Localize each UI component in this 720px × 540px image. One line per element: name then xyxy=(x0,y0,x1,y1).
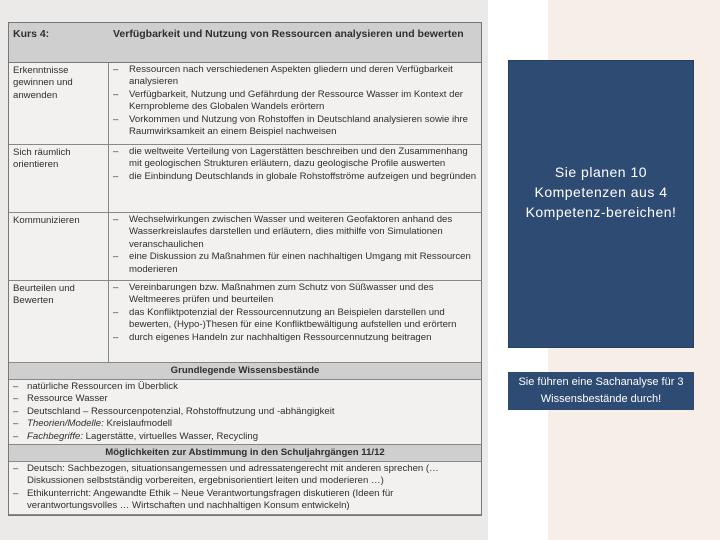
list-item xyxy=(13,406,477,418)
competence-label: Sich räumlich orientieren xyxy=(9,145,109,212)
item-text: Ethikunterricht: Angewandte Ethik – Neue Verantwortungsfragen diskutieren (Ideen für verantwortungsvolles … Wirtschaften und nachhaltigen Konsum entwickeln) xyxy=(27,487,394,512)
list-item xyxy=(113,307,477,332)
bullet-dash: – xyxy=(113,306,119,318)
list-item xyxy=(113,146,477,171)
list-item xyxy=(113,64,477,89)
wissen-list xyxy=(9,380,481,445)
list-item xyxy=(13,381,477,393)
item-text: natürliche Ressourcen im Überblick xyxy=(27,381,178,392)
bullet-dash: – xyxy=(13,418,19,430)
bullet-dash: – xyxy=(113,282,119,293)
bullet-dash: – xyxy=(113,331,119,343)
item-term: Fachbegriffe: xyxy=(27,430,83,442)
item-text: Kreislaufmodell xyxy=(103,418,173,430)
competence-row xyxy=(9,145,481,213)
item-text: durch eigenes Handeln zur nachhaltigen Ressourcennutzung beitragen xyxy=(129,331,432,343)
bullet-dash: – xyxy=(113,146,119,157)
bullet-dash: – xyxy=(113,251,119,263)
list-item xyxy=(13,393,477,405)
list-item xyxy=(13,418,477,430)
competence-label: Beurteilen und Bewerten xyxy=(9,281,109,362)
item-content xyxy=(27,381,178,393)
list-item xyxy=(113,251,477,276)
list-item xyxy=(13,463,477,488)
bullet-dash: – xyxy=(13,393,19,405)
item-text: Vereinbarungen bzw. Maßnahmen zum Schutz von Süßwasser und des Weltmeeres prüfen und beurteilen xyxy=(129,282,434,306)
bullet-dash: – xyxy=(113,64,119,75)
item-text: Deutschland – Ressourcenpotenzial, Rohstoffnutzung und -abhängigkeit xyxy=(27,405,335,417)
item-content xyxy=(27,418,172,430)
bullet-dash: – xyxy=(13,463,19,475)
bullet-dash: – xyxy=(13,430,19,442)
item-text: Ressource Wasser xyxy=(27,393,108,405)
list-item xyxy=(113,282,477,307)
item-text: Verfügbarkeit, Nutzung und Gefährdung der Ressource Wasser im Kontext der Kernprobleme des Globalen Wandels erörtern xyxy=(129,88,464,113)
item-text: Ressourcen nach verschiedenen Aspekten gliedern und deren Verfügbarkeit analysieren xyxy=(129,64,453,88)
item-term: Theorien/Modelle: xyxy=(27,418,104,430)
competence-label: Erkenntnisse gewinnen und anwenden xyxy=(9,63,109,144)
item-content xyxy=(27,406,335,418)
list-item xyxy=(113,89,477,114)
competence-callout: Sie planen 10 Kompetenzen aus 4 Kompetenz-bereichen! xyxy=(508,60,694,348)
bullet-dash: – xyxy=(113,214,119,225)
bullet-dash: – xyxy=(113,88,119,100)
course-header xyxy=(9,23,481,63)
item-text: die Einbindung Deutschlands in globale Rohstoffströme aufzeigen und begründen xyxy=(129,170,477,182)
competence-items xyxy=(109,63,481,144)
item-content xyxy=(27,431,258,443)
competence-items xyxy=(109,281,481,362)
abstimmung-heading: Möglichkeiten zur Abstimmung in den Schuljahrgängen 11/12 xyxy=(9,445,481,462)
item-text: Lagerstätte, virtuelles Wasser, Recycling xyxy=(83,430,259,442)
bullet-dash: – xyxy=(13,487,19,499)
competence-rows xyxy=(9,63,481,363)
wissen-heading: Grundlegende Wissensbestände xyxy=(9,363,481,380)
abstimmung-list xyxy=(9,462,481,515)
curriculum-table xyxy=(8,22,482,516)
item-text: das Konfliktpotenzial der Ressourcennutzung an Beispielen darstellen und bewerten, (Hypo-)Thesen für eine Konfliktbewältigung aufstellen und erörtern xyxy=(129,306,457,331)
list-item xyxy=(13,431,477,443)
course-title: Verfügbarkeit und Nutzung von Ressourcen analysieren und bewerten xyxy=(113,28,464,40)
course-number: Kurs 4: xyxy=(13,28,50,40)
list-item xyxy=(113,114,477,139)
bullet-dash: – xyxy=(113,170,119,182)
bullet-dash: – xyxy=(13,381,19,392)
item-text: Wechselwirkungen zwischen Wasser und weiteren Geofaktoren anhand des Wasserkreislaufes darstellen und erläutern, dies mithilfe von Simulationen veranschaulichen xyxy=(129,214,453,250)
bullet-dash: – xyxy=(13,405,19,417)
list-item xyxy=(113,214,477,251)
list-item xyxy=(13,488,477,513)
bullet-dash: – xyxy=(113,113,119,125)
competence-items xyxy=(109,213,481,280)
competence-label: Kommunizieren xyxy=(9,213,109,280)
item-text: eine Diskussion zu Maßnahmen für einen nachhaltigen Umgang mit Ressourcen moderieren xyxy=(129,251,471,275)
item-text: Vorkommen und Nutzung von Rohstoffen in Deutschland analysieren sowie ihre Raumwirksamkeit an einem Beispiel nachweisen xyxy=(129,113,468,138)
competence-row xyxy=(9,213,481,281)
item-content xyxy=(27,393,108,405)
item-text: die weltweite Verteilung von Lagerstätten beschreiben und den Zusammenhang mit geologischen Strukturen erläutern, dazu geologische Profile auswerten xyxy=(129,146,468,170)
analysis-callout: Sie führen eine Sachanalyse für 3 Wissensbestände durch! xyxy=(508,372,694,410)
competence-row xyxy=(9,281,481,363)
list-item xyxy=(113,171,477,183)
item-text: Deutsch: Sachbezogen, situationsangemessen und adressatengerecht mit anderen sprechen (… Diskussionen selbstständig vorbereiten, ergebnisorientiert leiten und moderieren …) xyxy=(27,463,439,487)
competence-items xyxy=(109,145,481,212)
competence-row xyxy=(9,63,481,145)
list-item xyxy=(113,332,477,344)
